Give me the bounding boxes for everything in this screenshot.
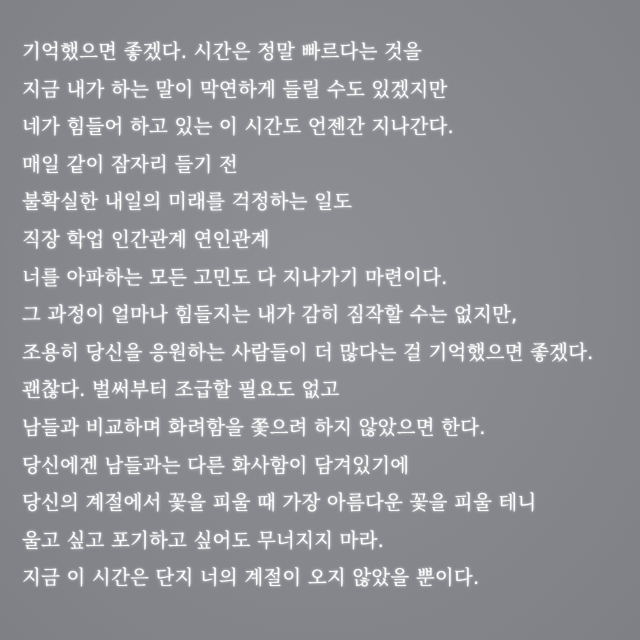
poem-line: 직장 학업 인간관계 연인관계 <box>22 227 270 251</box>
poem-line: 불확실한 내일의 미래를 걱정하는 일도 <box>22 190 353 214</box>
poem-line: 울고 싶고 포기하고 싶어도 무너지지 마라. <box>22 528 385 552</box>
poem-line: 지금 내가 하는 말이 막연하게 들릴 수도 있겠지만 <box>22 77 448 101</box>
poem-line: 그 과정이 얼마나 힘들지는 내가 감히 짐작할 수는 없지만, <box>22 303 518 327</box>
poem-line: 당신의 계절에서 꽃을 피울 때 가장 아름다운 꽃을 피울 테니 <box>22 491 537 515</box>
poem-line: 지금 이 시간은 단지 너의 계절이 오지 않았을 뿐이다. <box>22 566 480 590</box>
poem-line: 남들과 비교하며 화려함을 쫓으려 하지 않았으면 한다. <box>22 415 486 439</box>
poem-line: 괜찮다. 벌써부터 조급할 필요도 없고 <box>22 378 340 402</box>
poem-line: 기억했으면 좋겠다. 시간은 정말 빠르다는 것을 <box>22 40 423 63</box>
poem-line: 당신에겐 남들과는 다른 화사함이 담겨있기에 <box>22 453 410 477</box>
poem-line: 네가 힘들어 하고 있는 이 시간도 언젠간 지나간다. <box>22 115 454 139</box>
poem-text-block <box>22 33 632 597</box>
poem-line: 매일 같이 잠자리 들기 전 <box>22 152 238 176</box>
poem-line: 조용히 당신을 응원하는 사람들이 더 많다는 걸 기억했으면 좋겠다. <box>22 340 594 364</box>
poem-line: 너를 아파하는 모든 고민도 다 지나가기 마련이다. <box>22 265 448 289</box>
